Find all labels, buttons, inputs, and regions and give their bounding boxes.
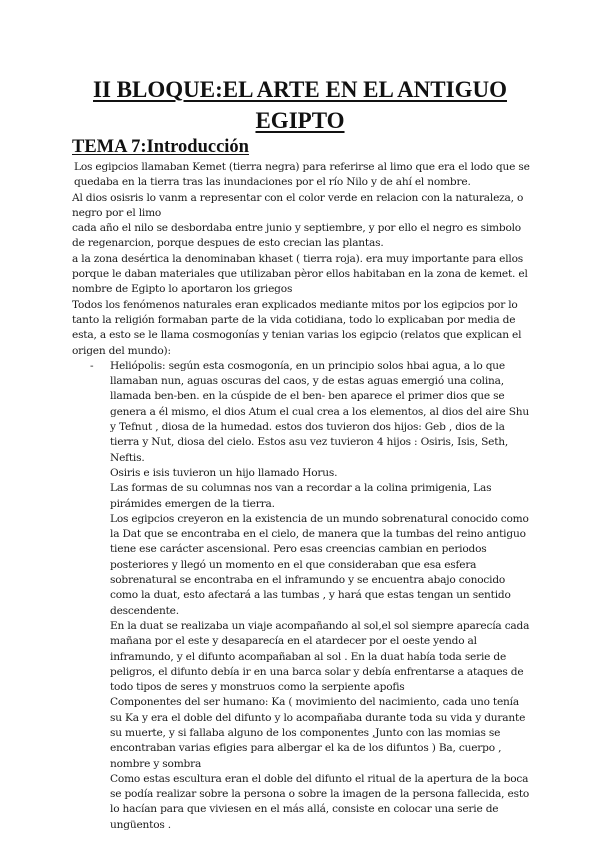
list-bullet: - [90,359,94,372]
list-paragraph-heliopolis: Heliópolis: según esta cosmogonía, en un principio solos hbai agua, a lo que llamaban nun, aguas oscuras del caos, y de estas aguas emergió una colina, llamada ben-ben. en la cúspide de el ben- ben aparece el primer dios que se genera a él mismo, el dios Atum el cual crea a los elementos, al dios del aire Shu y Tefnut , diosa de la humedad. estos dos tuvieron dos hijos: Geb , dios de la tierra y Nut, diosa del cielo. Estos asu vez tuvieron 4 hijos : Osiris, Isis, Seth, Neftis. [110,359,530,464]
list-paragraph-columns: Las formas de su columnas nos van a recordar a la colina primigenia, Las pirámides emergen de la tierra. [110,482,492,510]
paragraph-osiris-color: Al dios osisris lo vanm a representar con el color verde en relacion con la naturaleza, o negro por el limo [72,191,524,219]
list-paragraph-duat-journey: En la duat se realizaba un viaje acompañando al sol,el sol siempre aparecía cada mañana por el este y desaparecía en el atardecer por el oeste yendo al inframundo, y el difunto acompañaban al sol . En la duat había toda serie de peligros, el difunto debía ir en una barca solar y debía enfrentarse a ataques de todo tipos de seres y monstruos como la serpiente apofis [110,619,530,694]
paragraph-khaset: a la zona desértica la denominaban khaset ( tierra roja). era muy importante para ellos porque le daban materiales que utilizaban pèror ellos habitaban en la zona de kemet. el nombre de Egipto lo aportaron los griegos [72,252,528,296]
document-title: II BLOQUE:EL ARTE EN EL ANTIGUO EGIPTO [93,77,507,133]
list-item-heliopolis [72,359,532,833]
document-body [72,160,532,833]
list-paragraph-mouth-ritual: Como estas escultura eran el doble del difunto el ritual de la apertura de la boca se podía realizar sobre la persona o sobre la imagen de la persona fallecida, esto lo hacían para que viviesen en el más allá, consiste en colocar una serie de ungüentos . [110,772,530,831]
section-heading: TEMA 7:Introducción [72,137,249,157]
list-paragraph-dat: Los egipcios creyeron en la existencia de un mundo sobrenatural conocido como la Dat que se encontraba en el cielo, de manera que la tumbas del reino antiguo tiene ese carácter ascensional. Pero esas creencias cambian en periodos posteriores y llegó un momento en el que consideraban que esa esfera sobrenatural se encontraba en el inframundo y se encuentra abajo conocido como la duat, esto afectará a las tumbas , y hará que estas tengan un sentido descendente. [110,512,529,617]
paragraph-kemet: Los egipcios llamaban Kemet (tierra negra) para referirse al limo que era el lodo que se quedaba en la tierra tras las inundaciones por el río Nilo y de ahí el nombre. [74,161,530,189]
list-paragraph-horus: Osiris e isis tuvieron un hijo llamado Horus. [110,466,338,479]
list-paragraph-components: Componentes del ser humano: Ka ( movimiento del nacimiento, cada uno tenía su Ka y era el doble del difunto y lo acompañaba durante toda su vida y durante su muerte, y si fallaba alguno de los componentes ,Junto con las momias se encontraban varias efigies para albergar el ka de los difuntos ) Ba, cuerpo , nombre y sombra [110,696,526,770]
paragraph-cosmogonies: Todos los fenómenos naturales eran explicados mediante mitos por los egipcios por lo tanto la religión formaban parte de la vida cotidiana, todo lo explicaban por media de esta, a esto se le llama cosmogonías y tenian varias los egipcio (relatos que explican el origen del mundo): [72,298,522,357]
paragraph-nile-flood: cada año el nilo se desbordaba entre junio y septiembre, y por ello el negro es simbolo de regenarcion, porque despues de esto crecian las plantas. [72,222,521,250]
